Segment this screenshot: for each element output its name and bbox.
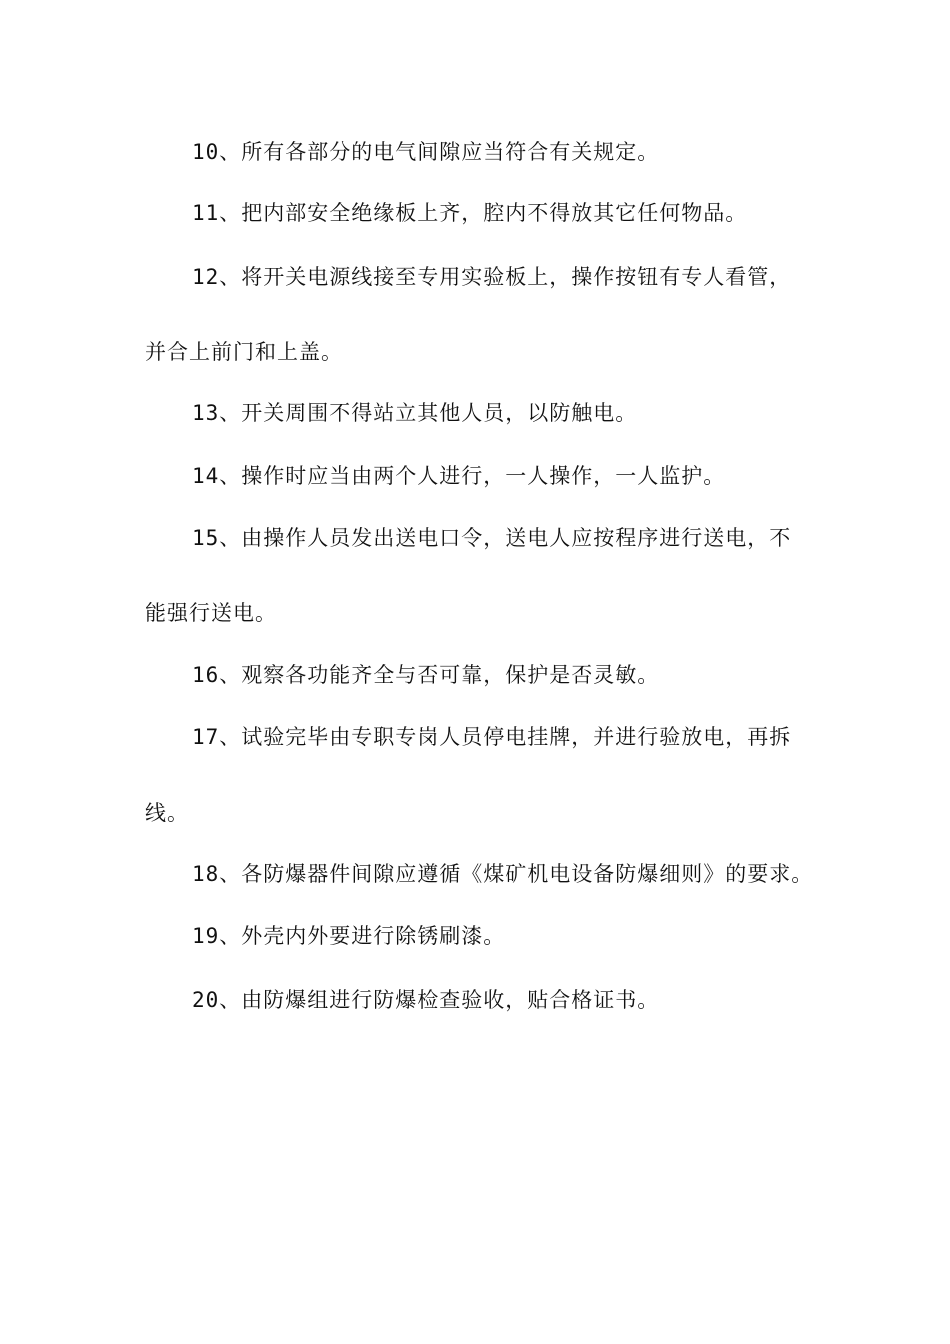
item-12-continuation: 并合上前门和上盖。: [145, 340, 343, 364]
item-13: 13、开关周围不得站立其他人员，以防触电。: [192, 401, 638, 425]
item-17: 17、试验完毕由专职专岗人员停电挂牌，并进行验放电，再拆: [192, 725, 792, 749]
item-18: 18、各防爆器件间隙应遵循《煤矿机电设备防爆细则》的要求。: [192, 862, 814, 886]
item-15: 15、由操作人员发出送电口令，送电人应按程序进行送电，不: [192, 526, 792, 550]
item-19: 19、外壳内外要进行除锈刷漆。: [192, 924, 506, 948]
item-16: 16、观察各功能齐全与否可靠，保护是否灵敏。: [192, 663, 660, 687]
item-14: 14、操作时应当由两个人进行，一人操作，一人监护。: [192, 464, 726, 488]
item-12: 12、将开关电源线接至专用实验板上，操作按钮有专人看管，: [192, 265, 792, 289]
item-10: 10、所有各部分的电气间隙应当符合有关规定。: [192, 140, 660, 164]
item-17-continuation: 线。: [145, 801, 189, 825]
item-20: 20、由防爆组进行防爆检查验收，贴合格证书。: [192, 988, 660, 1012]
item-11: 11、把内部安全绝缘板上齐，腔内不得放其它任何物品。: [192, 201, 748, 225]
item-15-continuation: 能强行送电。: [145, 601, 277, 625]
